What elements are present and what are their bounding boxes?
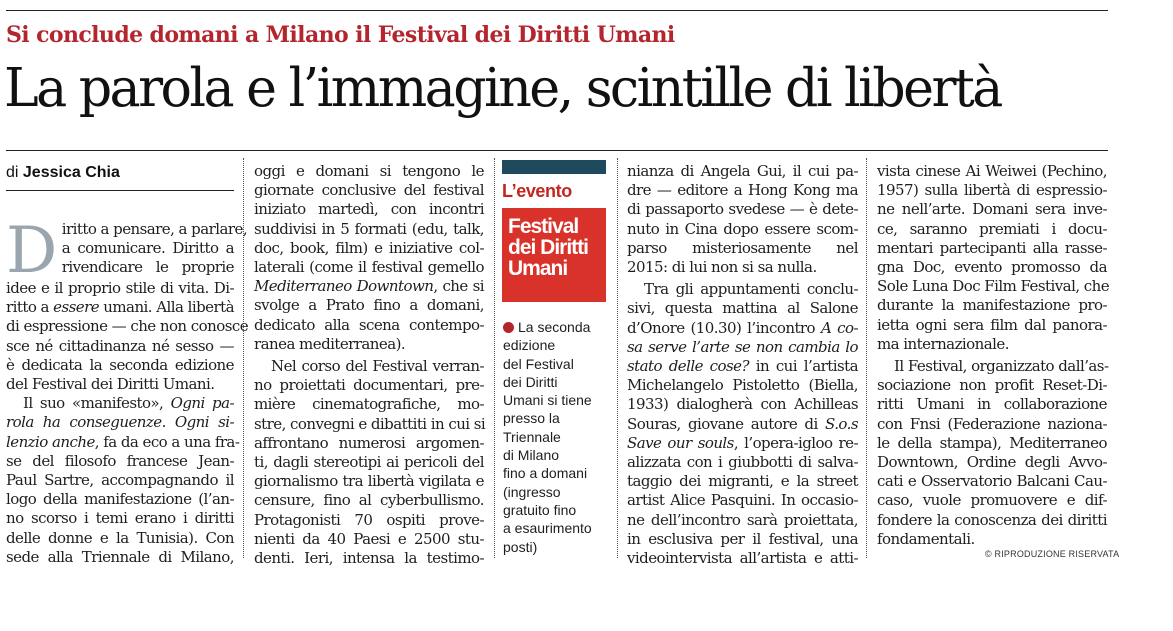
festival-logo <box>502 208 606 302</box>
text-line: ti, dagli stereotipi ai pericoli del <box>254 453 484 472</box>
text-line: a esaurimento <box>503 520 592 537</box>
text-line: Paul Sartre, accompagnando il <box>6 471 234 490</box>
text-line: Mediterraneo Downtown, che si <box>254 277 484 296</box>
text-line: ne dell’incontro sarà proiettata, <box>627 510 858 529</box>
drop-cap: D <box>6 214 57 288</box>
text-line: nuto in Cina dopo essere scom- <box>627 219 858 238</box>
headline: La parola e l’immagine, scintille di libertà <box>4 58 1001 119</box>
text-line: di Milano <box>503 447 560 464</box>
text-line: suddivisi in 5 formati (edu, talk, <box>254 219 484 238</box>
text-line: mière cinematografiche, mo- <box>254 395 484 414</box>
text-line: Nel corso del Festival verran- <box>271 357 484 376</box>
column-divider <box>243 158 244 558</box>
text-line: fondamentali. <box>877 529 975 548</box>
text-line: ietta ogni sera film dal panora- <box>877 315 1107 334</box>
column-divider <box>617 158 618 558</box>
text-line: di passaporto svedese — è dete- <box>627 200 858 219</box>
text-line: Downtown, Ordine degli Avvo- <box>877 453 1107 472</box>
text-line: durante la manifestazione pro- <box>877 296 1107 315</box>
text-line: stre, convegni e dibattiti in cui si <box>254 414 486 433</box>
text-line: nianza di Angela Gui, il cui pa- <box>627 162 858 180</box>
text-line: se del filosofo francese Jean- <box>6 451 234 470</box>
text-line: oggi e domani si tengono le <box>254 162 484 180</box>
text-line: sociazione non profit Reset-Di- <box>877 376 1107 395</box>
column-4 <box>877 162 1110 549</box>
text-line: ce, saranno premiati i docu- <box>877 219 1107 238</box>
text-line: dre — editore a Hong Kong ma <box>627 181 858 200</box>
text-line: le della stampa), Mediterraneo <box>877 433 1107 452</box>
text-line: sce né cittadinanza né sesso — <box>6 336 234 355</box>
festival-logo-text: Festival dei Diritti Umani <box>508 215 589 280</box>
text-line: posti) <box>503 538 538 555</box>
text-line: a comunicare. Diritto a <box>61 239 234 258</box>
text-line: ritto a essere umani. Alla libertà <box>6 298 234 317</box>
text-line: sa serve l’arte se non cambia lo <box>627 337 858 356</box>
text-line: del Festival dei Diritti Umani. <box>6 375 215 394</box>
sidebar-title: L’evento <box>502 181 572 201</box>
text-line: no proiettati documentari, pre- <box>254 376 484 395</box>
text-line: mentari partecipanti alla rasse- <box>877 238 1107 257</box>
text-line: idee e il proprio stile di vita. Di- <box>6 279 234 297</box>
text-line: delle donne e la Tunisia). Con <box>6 528 234 547</box>
text-line: cati e Osservatorio Balcani Cau- <box>877 472 1107 491</box>
text-line: iritto a pensare, a parlare, <box>61 220 248 238</box>
text-line: ranea mediterranea). <box>254 334 406 353</box>
text-line: ne nell’arte. Domani sera inve- <box>877 200 1107 219</box>
text-line: d’Onore (10.30) l’incontro A co- <box>627 318 858 337</box>
text-line: di espressione — che non conosce <box>6 317 249 336</box>
text-line: Michelangelo Pistoletto (Biella, <box>627 376 858 395</box>
text-line: taggio dei migranti, e la street <box>627 472 858 491</box>
text-line: sivi, questa mattina al Salone <box>627 299 858 318</box>
text-line: dei Diritti <box>503 373 558 390</box>
kicker: Si conclude domani a Milano il Festival dei Diritti Umani <box>6 22 675 48</box>
text-line: con Fnsi (Federazione naziona- <box>877 414 1107 433</box>
text-line: 1957) sulla libertà di espressio- <box>877 181 1107 200</box>
text-line: laterali (come il festival gemello <box>254 258 484 277</box>
text-line: Il suo «manifesto», Ogni pa- <box>23 394 234 413</box>
byline-prefix: di <box>6 164 19 181</box>
text-line: Souras, giovane autore di S.o.s <box>627 414 858 433</box>
byline <box>6 164 120 182</box>
text-line: (ingresso <box>503 483 561 500</box>
top-rule <box>6 10 1108 11</box>
author-name: Jessica Chia <box>22 164 120 181</box>
column-2 <box>254 162 484 568</box>
sidebar-text <box>503 318 607 556</box>
text-line: vista cinese Ai Weiwei (Pechino, <box>877 162 1107 180</box>
text-line: del Festival <box>503 355 574 372</box>
text-line: videointervista all’artista e atti- <box>627 549 858 568</box>
copyright-notice: © RIPRODUZIONE RISERVATA <box>985 549 1120 559</box>
text-line: parso misteriosamente nel <box>627 238 858 257</box>
column-1 <box>6 214 249 567</box>
text-line: edizione <box>503 337 556 354</box>
bullet-dot-icon <box>503 322 514 333</box>
column-divider <box>866 158 867 558</box>
text-line: nienti da 40 Paesi e 2500 stu- <box>254 529 484 548</box>
text-line: Umani si tiene <box>503 392 592 409</box>
text-line: doc, book, film) e iniziative col- <box>254 238 484 257</box>
text-line: no scorso i temi erano i diritti <box>6 509 234 528</box>
text-line: svolge a Prato fino a domani, <box>254 296 484 315</box>
text-line: dedicato alla scena contempo- <box>254 315 484 334</box>
text-line: in esclusiva per il festival, una <box>627 529 858 548</box>
column-divider <box>494 158 495 558</box>
text-line: censure, fino al cyberbullismo. <box>254 491 484 510</box>
text-line: giornate conclusive del festival <box>254 181 484 200</box>
text-line: artist Alice Pasquini. In occasio- <box>627 491 858 510</box>
text-line: Tra gli appuntamenti conclu- <box>644 280 858 299</box>
text-line: caso, vuole promuovere e dif- <box>877 491 1107 510</box>
text-line: presso la <box>503 410 560 427</box>
text-line: La seconda <box>503 318 607 336</box>
text-line: stato delle cose? in cui l’artista <box>627 357 858 376</box>
text-line: fino a domani <box>503 465 588 482</box>
text-line: 1933) dialogherà con Achilleas <box>627 395 858 414</box>
text-line: Triennale <box>503 428 561 445</box>
text-line: fondere la conoscenza dei diritti <box>877 510 1107 529</box>
text-line: gna Doc, evento promosso da <box>877 258 1107 277</box>
text-line: denti. Ieri, intensa la testimo- <box>254 549 484 568</box>
text-line: alizzata con i giubbotti di salva- <box>627 453 858 472</box>
text-line: iniziato martedì, con incontri <box>254 200 484 219</box>
text-line: sede alla Triennale di Milano, <box>6 547 234 566</box>
text-line: rivendicare le proprie <box>61 258 234 277</box>
sidebar-bar <box>502 160 606 174</box>
text-line: ma internazionale. <box>877 334 1009 353</box>
text-line: logo della manifestazione (l’an- <box>6 490 234 509</box>
text-line: giornalismo tra libertà vigilata e <box>254 472 484 491</box>
text-line: è dedicata la seconda edizione <box>6 355 234 374</box>
text-line: gratuito fino <box>503 501 577 518</box>
text-line: Il Festival, organizzato dall’as- <box>894 357 1109 376</box>
text-line: Sole Luna Doc Film Festival, che <box>877 277 1110 296</box>
text-line: Save our souls, l’opera-igloo re- <box>627 433 858 452</box>
text-line: affrontano numerosi argomen- <box>254 433 484 452</box>
byline-rule <box>6 190 234 191</box>
text-line: ritti Umani in collaborazione <box>877 395 1107 414</box>
text-line: rola ha conseguenze. Ogni si- <box>6 413 234 432</box>
text-line: 2015: di lui non si sa nulla. <box>627 258 817 277</box>
text-line: lenzio anche, fa da eco a una fra- <box>6 432 240 451</box>
column-3 <box>627 162 858 568</box>
text-line: Protagonisti 70 ospiti prove- <box>254 510 484 529</box>
headline-rule <box>6 150 1108 151</box>
